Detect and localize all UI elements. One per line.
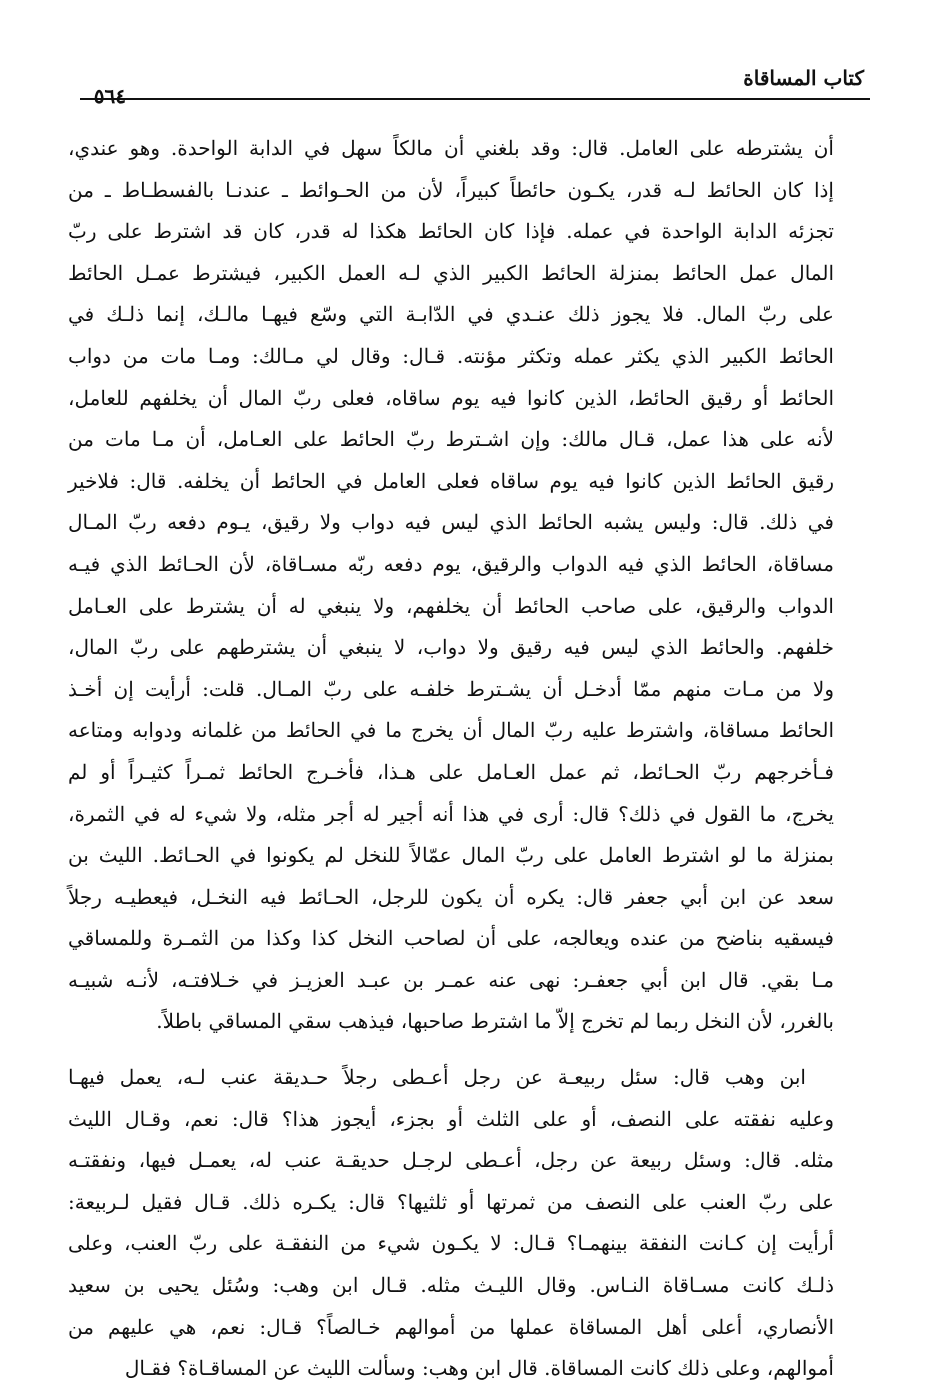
text-line: وعليه نفقته على النصف، أو على الثلث أو بجزء، أيجوز هذا؟ قال: نعم، وقـال الليث bbox=[68, 1106, 834, 1131]
text-line: إذا كان الحائط لـه قدر، يكـون حائطاً كبيراً، لأن من الحـوائط ـ عندنـا بالفسطـاط ـ من bbox=[68, 177, 834, 202]
body-text bbox=[68, 128, 834, 1390]
text-line: على ربّ المال. فلا يجوز ذلك عنـدي في الدّابـة التي وسّع فيهـا مالـك، إنما ذلـك في bbox=[68, 302, 834, 327]
text-line: أرأيت إن كـانت النفقة بينهمـا؟ قـال: لا يكـون شيء من النفقـة على ربّ العنب، وعلى bbox=[68, 1231, 834, 1256]
text-line: الدواب والرقيق، على صاحب الحائط أن يخلفهم، ولا ينبغي له أن يشترط على العـامل bbox=[68, 593, 834, 618]
text-line: المال عمل الحائط بمنزلة الحائط الكبير الذي لـه العمل الكبير، فيشترط عمـل الحائط bbox=[68, 260, 834, 285]
text-line: ولا من مـات منهم ممّا أدخـل أن يشـترط خلفـه على ربّ المـال. قلت: أرأيت إن أخـذ bbox=[68, 676, 834, 701]
text-line: الأنصاري، أعلى أهل المساقاة عملها من أموالهم خـالصاً؟ قـال: نعم، هي عليهم من bbox=[68, 1314, 834, 1339]
paragraph bbox=[68, 1057, 834, 1390]
text-line: أن يشترطه على العامل. قال: وقد بلغني أن مالكاً سهل في الدابة الواحدة. وهو عندي، bbox=[68, 136, 834, 160]
text-line: خلفهم. والحائط الذي ليس فيه رقيق ولا دواب، لا ينبغي أن يشترطهم على ربّ المال، bbox=[68, 635, 834, 660]
text-line: مـا بقي. قال ابن أبي جعفـر: نهى عنه عمـر بن عبـد العزيـز في خـلافتـه، لأنـه شبيـه bbox=[68, 967, 834, 992]
text-line: لأنه على هذا عمل، قـال مالك: وإن اشـترط ربّ الحائط على العـامل، أن مـا مات من bbox=[68, 427, 834, 452]
text-line: أموالهم، وعلى ذلك كانت المساقاة. قال ابن وهب: وسألت الليث عن المساقـاة؟ فقـال bbox=[124, 1356, 834, 1381]
text-line: بالغرر، لأن النخل ربما لم تخرج إلاّ ما اشترط صاحبها، فيذهب سقي المساقي باطلاً. bbox=[156, 1009, 834, 1034]
text-line: رقيق الحائط الذين كانوا فيه يوم ساقاه فعلى العامل في الحائط أن يخلفه. قال: فلاخير bbox=[68, 468, 834, 493]
text-line: ابن وهب قال: سئل ربيعـة عن رجل أعـطى رجلاً حـديقة عنب لـه، يعمل فيهـا bbox=[68, 1065, 806, 1090]
text-line: يخرج، ما القول في ذلك؟ قال: أرى في هذا أنه أجير له أجر مثله، ولا شيء له في الثمرة، bbox=[68, 801, 834, 826]
text-line: الحائط الكبير الذي يكثر عمله وتكثر مؤنته. قـال: وقال لي مـالك: ومـا مات من دواب bbox=[68, 343, 834, 368]
text-line: الحائط أو رقيق الحائط، الذين كانوا فيه يوم ساقاه، فعلى ربّ المال أن يخلفهم للعامل، bbox=[68, 385, 834, 410]
text-line: تجزئه الدابة الواحدة في عمله. فإذا كان الحائط هكذا له قدر، كان قد اشترط على ربّ bbox=[68, 219, 834, 244]
text-line: في ذلك. قال: وليس يشبه الحائط الذي ليس فيه دواب ولا رقيق، يـوم دفعه ربّ المـال bbox=[68, 510, 834, 535]
text-line: مثله. قال: وسئل ربيعة عن رجل، أعـطى لرجـل حديقـة عنب له، يعمـل فيها، ونفقتـه bbox=[68, 1148, 834, 1173]
text-line: ذلـك كانت مسـاقاة النـاس. وقال الليـث مثله. قـال ابن وهب: وسُئل يحيى بن سعيد bbox=[68, 1273, 834, 1298]
text-line: على ربّ العنب على النصف من ثمرتها أو ثلثيها؟ قال: يكـره ذلك. قـال فقيل لـربيعة: bbox=[68, 1189, 834, 1214]
text-line: فـأخرجهم ربّ الحـائط، ثم عمل العـامل على هـذا، فأخـرج الحائط ثمـراً كثيـراً أو لم bbox=[68, 759, 834, 784]
page-number: ٥٦٤ bbox=[93, 84, 126, 108]
text-line: فيسقيه بناضح من عنده ويعالجه، على أن لصاحب النخل كذا وكذا من الثمـرة وللمساقي bbox=[68, 926, 834, 951]
paragraph bbox=[68, 128, 834, 1043]
book-title: كتاب المساقاة bbox=[743, 66, 864, 90]
text-line: الحائط مساقاة، واشترط عليه ربّ المال أن يخرج ما في الحائط من غلمانه ودوابه ومتاعه bbox=[68, 718, 834, 743]
text-line: مساقاة، الحائط الذي فيه الدواب والرقيق، يوم دفعه ربّه مسـاقاة، لأن الحـائط الذي فيـه bbox=[68, 551, 834, 576]
paragraph-gap bbox=[68, 1043, 834, 1057]
text-line: سعد عن ابن أبي جعفر قال: يكره أن يكون للرجل، الحـائط فيه النخـل، فيعطيـه رجلاً bbox=[68, 884, 834, 909]
text-line: بمنزلة ما لو اشترط العامل على ربّ المال عمّالاً للنخل لم يكونوا في الحـائط. الليث بن bbox=[68, 843, 834, 868]
running-header bbox=[80, 62, 870, 100]
